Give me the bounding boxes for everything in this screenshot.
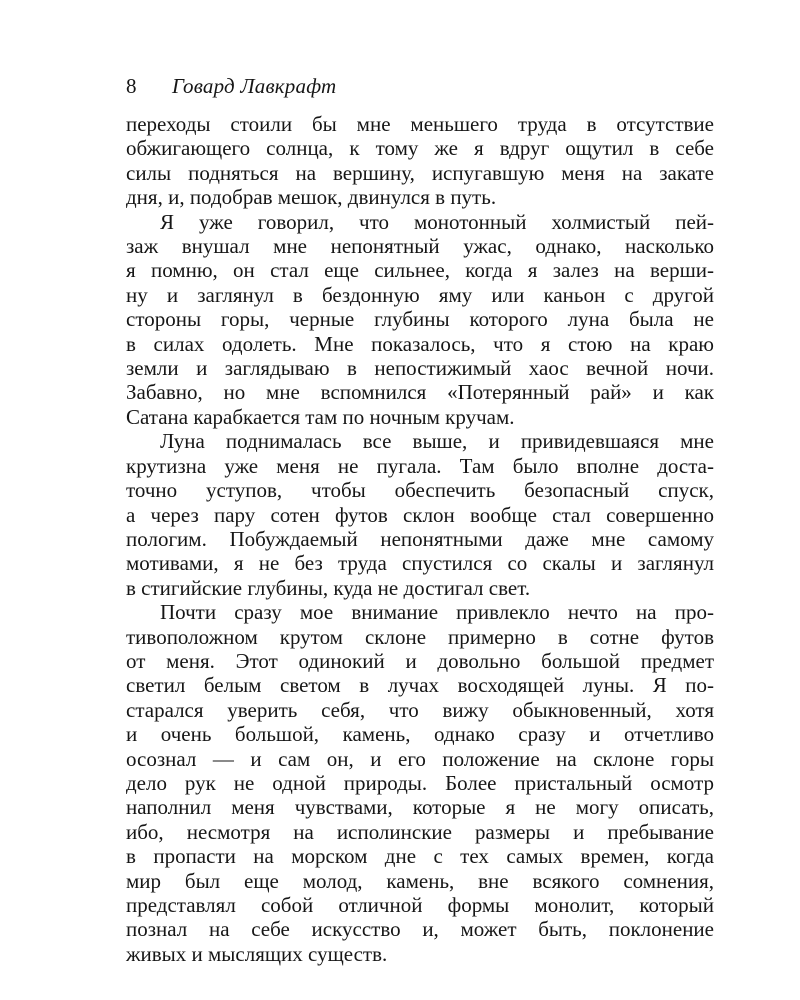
text-line: живых и мыслящих существ. [126, 941, 388, 966]
text-line: точно уступов, чтобы обеспечить безопасный спуск, [126, 478, 714, 503]
text-line: Я уже говорил, что монотонный холмистый пей- [160, 209, 714, 234]
text-line: осознал — и сам он, и его положение на склоне горы [126, 746, 714, 771]
text-line: в силах одолеть. Мне показалось, что я стою на краю [126, 331, 714, 356]
running-head [126, 74, 714, 112]
text-line: мир был еще молод, камень, вне всякого сомнения, [126, 868, 714, 893]
text-line: дело рук не одной природы. Более пристальный осмотр [126, 770, 714, 795]
text-line: земли и заглядываю в непостижимый хаос вечной ночи. [126, 356, 714, 381]
text-line: мотивами, я не без труда спустился со скалы и заглянул [126, 551, 714, 576]
text-line: переходы стоили бы мне меньшего труда в отсутствие [126, 112, 714, 136]
text-line: Луна поднималась все выше, и привидевшаяся мне [160, 429, 714, 454]
text-line: ну и заглянул в бездонную яму или каньон с другой [126, 282, 714, 307]
running-head-author: Говард Лавкрафт [172, 74, 337, 98]
book-page [126, 74, 714, 966]
text-line: ибо, несмотря на исполинские размеры и пребывание [126, 819, 714, 844]
text-line: а через пару сотен футов склон вообще стал совершенно [126, 502, 714, 527]
text-line: Забавно, но мне вспомнился «Потерянный рай» и как [126, 380, 714, 405]
text-line: в стигийские глубины, куда не достигал свет. [126, 575, 531, 600]
text-line: силы подняться на вершину, испугавшую меня на закате [126, 160, 714, 185]
text-line: наполнил меня чувствами, которые я не могу описать, [126, 795, 714, 820]
text-line: пологим. Побуждаемый непонятными даже мне самому [126, 526, 714, 551]
text-line: я помню, он стал еще сильнее, когда я залез на верши- [126, 258, 714, 283]
text-line: представлял собой отличной формы монолит, который [126, 893, 714, 917]
text-line: крутизна уже меня не пугала. Там было вполне доста- [126, 453, 714, 478]
text-line: старался уверить себя, что вижу обыкновенный, хотя [126, 697, 714, 722]
paragraph [126, 429, 714, 600]
text-line: от меня. Этот одинокий и довольно большой предмет [126, 648, 714, 673]
text-line: стороны горы, черные глубины которого луна была не [126, 307, 714, 332]
page-number: 8 [126, 74, 137, 98]
paragraph [126, 210, 714, 430]
text-line: в пропасти на морском дне с тех самых времен, когда [126, 844, 714, 869]
text-line: познал на себе искусство и, может быть, поклонение [126, 917, 714, 942]
text-line: тивоположном крутом склоне примерно в сотне футов [126, 624, 714, 649]
text-line: заж внушал мне непонятный ужас, однако, насколько [126, 234, 714, 259]
text-line: обжигающего солнца, к тому же я вдруг ощутил в себе [126, 136, 714, 161]
text-line: Сатана карабкается там по ночным кручам. [126, 404, 515, 429]
text-line: дня, и, подобрав мешок, двинулся в путь. [126, 185, 497, 210]
body-text [126, 112, 714, 966]
text-line: и очень большой, камень, однако сразу и отчетливо [126, 722, 714, 747]
text-line: Почти сразу мое внимание привлекло нечто на про- [160, 600, 714, 625]
paragraph [126, 112, 714, 210]
paragraph [126, 600, 714, 966]
text-line: светил белым светом в лучах восходящей луны. Я по- [126, 673, 714, 698]
